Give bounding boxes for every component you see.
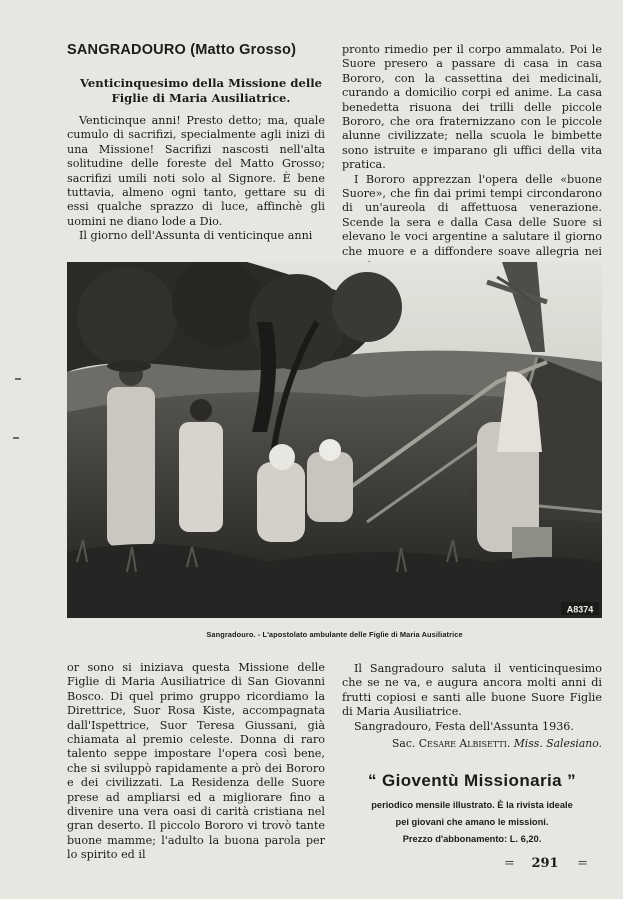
advert-price: Prezzo d'abbonamento: L. 6,20. (402, 834, 542, 844)
advert-title: “ Gioventù Missionaria ” (368, 771, 576, 790)
right-column-top (342, 43, 602, 274)
signoff-prefix: Sac. (392, 737, 416, 750)
author-name: Cesare Albisetti. (418, 737, 511, 750)
article-title: SANGRADOURO (Matto Grosso) (67, 42, 297, 58)
author-signoff (354, 737, 602, 750)
margin-mark (15, 378, 21, 380)
author-role: Miss. Salesiano. (513, 737, 602, 750)
margin-mark (13, 437, 19, 439)
ornament-right: = (577, 856, 587, 871)
ornament-left: = (504, 856, 513, 871)
advert-line: pei giovani che amano le missioni. (395, 817, 549, 827)
left-column-top (67, 114, 325, 244)
right-column-bottom (342, 662, 602, 734)
paragraph: Venticinque anni! Presto detto; ma, quale cumulo di sacrifizi, specialmente agli inizi di una Missione! Sacrifizi nascosti nell'alta solitudine delle foreste del Matto Grosso; sacrifizi umili noti solo al Signore. È bene tuttavia, almeno ogni tanto, gettare su di essi qualche sprazzo di luce, affinchè gli uomini ne diano lode a Dio. (67, 114, 325, 228)
plate-code: A8374 (566, 604, 594, 615)
paragraph: pronto rimedio per il corpo ammalato. Poi le Suore presero a passare di casa in casa Bororo, con la cassettina dei medicinali, curando a domicilio corpi ed anime. La casa benedetta risuona dei trilli delle piccole Bororo, che ora fraternizzano con le piccole alunne civilizzate; nella scuola le bimbette sono istruite e imparano gli uffici della vita pratica. (342, 43, 602, 172)
paragraph: I Bororo apprezzan l'opera delle «buone Suore», che fin dai primi tempi circondarono di un'aureola di affettuosa venerazione. Scende la sera e dalla Casa delle Suore si elevano le voci argentine a salutare il giorno che muore e a diffondere soave allegria nei (342, 172, 602, 258)
advert-line: periodico mensile illustrato. È la rivista ideale (371, 800, 573, 810)
page-footer (490, 856, 600, 871)
paragraph: or sono si iniziava questa Missione delle Figlie di Maria Ausiliatrice di San Giovanni Bosco. Di quel primo gruppo ricordiamo la Direttrice, Suor Rosa Kiste, accompagnata dall'Ispettrice, Suor Teresa Giussani, già chiamata al premio celeste. Donna di raro talento seppe impostare l'opera così bene, che si sviluppò rapidamente a prò dei Bororo e dei civilizzati. La Residenza delle Suore prese ad ampliarsi ed a migliorare fino a divenire una vera oasi di carità cristiana nel gran deserto. Il piccolo Bororo vi trovò tante buone mamme; l'adulto la buona parola per lo spirito ed il (67, 661, 325, 862)
left-column-bottom (67, 661, 325, 863)
photo-caption: Sangradouro. - L'apostolato ambulante delle Figlie di Maria Ausiliatrice (206, 630, 463, 639)
mission-photo (67, 262, 602, 618)
photo-illustration (67, 262, 602, 618)
paragraph: Il giorno dell'Assunta di venticinque anni (79, 229, 313, 243)
paragraph: Il Sangradouro saluta il venticinquesimo che se ne va, e augura ancora molti anni di frutti copiosi e santi alle buone Suore Figlie di Maria Ausiliatrice. (342, 662, 602, 719)
article-subtitle (67, 76, 335, 106)
subtitle-line: Venticinquesimo della Missione delle (79, 76, 323, 90)
subtitle-line: Figlie di Maria Ausiliatrice. (111, 91, 291, 105)
paragraph: Sangradouro, Festa dell'Assunta 1936. (354, 719, 574, 733)
page-number: 291 (531, 856, 559, 871)
